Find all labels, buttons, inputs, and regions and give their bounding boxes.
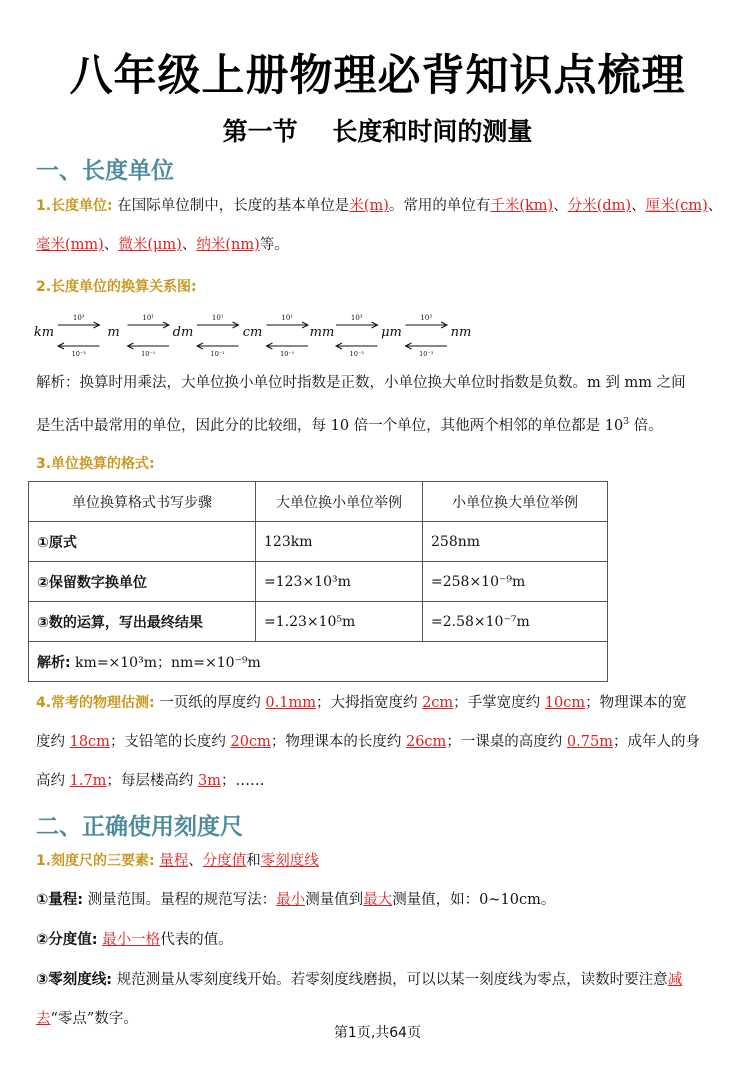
- highlight-value: 减: [667, 972, 683, 988]
- text: ；支铅笔的长度约: [109, 734, 231, 750]
- text: 度约: [36, 734, 70, 750]
- factor-up-label: 10³: [350, 314, 363, 322]
- table-cell: =1.23×10⁵m: [256, 602, 423, 642]
- subheading-estimation: 4.常考的物理估测:: [36, 695, 155, 711]
- table-cell: =123×10³m: [256, 562, 423, 602]
- section-title: 第一节 长度和时间的测量: [222, 117, 533, 146]
- highlight-mm: 毫米(mm): [36, 237, 104, 253]
- text: 是生活中最常用的单位，因此分的比较细，每 10 倍一个单位，其他两个相邻的单位都是 10: [36, 417, 624, 434]
- label: ②分度值:: [36, 932, 98, 948]
- highlight-value: 1.7m: [69, 773, 107, 789]
- table-cell: 258nm: [423, 522, 608, 562]
- subheading-ruler-elements: 1.刻度尺的三要素:: [36, 853, 155, 869]
- highlight-dm: 分米(dm): [567, 198, 632, 214]
- section-heading-length-units: 一、长度单位: [36, 158, 174, 184]
- text: 在国际单位制中，长度的基本单位是: [112, 198, 350, 214]
- highlight-value: 18cm: [69, 734, 110, 750]
- text: ；每层楼高约: [106, 773, 199, 789]
- factor-down-label: 10⁻³: [71, 350, 86, 358]
- highlight-value: 最小: [276, 892, 306, 908]
- paragraph-length-units-line2: [36, 235, 726, 255]
- superscript: 3: [623, 417, 629, 427]
- text: ；大拇指宽度约: [315, 695, 423, 711]
- highlight-range: 量程: [159, 853, 189, 869]
- range-line: [36, 890, 726, 910]
- text: 一页纸的厚度约: [154, 695, 266, 711]
- page-number: 第1页,共64页: [333, 1025, 422, 1041]
- table-row: [29, 562, 608, 602]
- factor-up-label: 10¹: [142, 314, 155, 322]
- highlight-value: 最大: [363, 892, 393, 908]
- highlight-value: 最小一格: [102, 932, 161, 948]
- table-cell: =258×10⁻⁹m: [423, 562, 608, 602]
- division-line: [36, 930, 726, 950]
- highlight-value: 3m: [198, 773, 222, 789]
- table-header-cell: 单位换算格式书写步骤: [29, 482, 256, 522]
- conversion-format-table: [28, 481, 608, 682]
- text: 高约: [36, 773, 70, 789]
- highlight-value: 0.75m: [566, 734, 613, 750]
- text: 、: [181, 237, 197, 253]
- highlight-division: 分度值: [202, 853, 247, 869]
- unit-label: km: [33, 325, 55, 340]
- table-cell: ③数的运算，写出最终结果: [29, 602, 256, 642]
- text: 测量范围。量程的规范写法：: [83, 892, 277, 908]
- table-header-cell: 大单位换小单位举例: [256, 482, 423, 522]
- factor-up-label: 10³: [72, 314, 85, 322]
- unit-label: m: [107, 325, 120, 340]
- table-note-row: [29, 642, 608, 682]
- unit-label: nm: [450, 325, 472, 340]
- text: 、: [631, 198, 646, 214]
- text: 倍。: [628, 417, 663, 434]
- text: 和: [246, 853, 261, 869]
- text: 、: [553, 198, 568, 214]
- label: ①量程:: [36, 892, 84, 908]
- table-cell: 123km: [256, 522, 423, 562]
- label: ③零刻度线:: [36, 972, 113, 988]
- highlight-zero-line: 零刻度线: [260, 853, 319, 869]
- factor-down-label: 10⁻³: [349, 350, 364, 358]
- text: 测量值到: [305, 892, 364, 908]
- factor-up-label: 10¹: [281, 314, 294, 322]
- text: “零点”数字。: [50, 1011, 138, 1027]
- table-row: [29, 522, 608, 562]
- subheading-conversion-diagram: 2.长度单位的换算关系图:: [36, 279, 197, 295]
- text: 等。: [259, 237, 289, 253]
- text: 测量值，如：0~10cm。: [392, 892, 556, 908]
- page-title: 八年级上册物理必背知识点梳理: [69, 51, 686, 101]
- highlight-value: 去: [36, 1011, 51, 1027]
- subheading-length-units: 1.长度单位:: [36, 198, 113, 214]
- highlight-value: 20cm: [230, 734, 271, 750]
- analysis-line1: 解析：换算时用乘法，大单位换小单位时指数是正数，小单位换大单位时指数是负数。m 到 mm 之间: [36, 375, 686, 391]
- text: 、: [103, 237, 119, 253]
- unit-label: μm: [381, 325, 402, 340]
- table-cell: =2.58×10⁻⁷m: [423, 602, 608, 642]
- estimation-line3: [36, 771, 726, 791]
- table-cell: ①原式: [29, 522, 256, 562]
- factor-down-label: 10⁻³: [419, 350, 434, 358]
- note-label: 解析:: [37, 654, 71, 671]
- factor-down-label: 10⁻¹: [280, 350, 295, 358]
- table-header-row: [29, 482, 608, 522]
- estimation-line1: [36, 693, 726, 713]
- factor-up-label: 10³: [420, 314, 433, 322]
- table-note-cell: [29, 642, 608, 682]
- unit-label: cm: [242, 325, 263, 340]
- factor-down-label: 10⁻¹: [141, 350, 156, 358]
- text: ；物理课本的长度约: [270, 734, 406, 750]
- subheading-conversion-format: 3.单位换算的格式:: [36, 456, 155, 472]
- highlight-km: 千米(km): [490, 198, 554, 214]
- highlight-value: 10cm: [544, 695, 586, 711]
- table-row: [29, 602, 608, 642]
- unit-label: dm: [172, 325, 194, 340]
- ruler-elements-line: [36, 851, 726, 871]
- highlight-value: 26cm: [405, 734, 447, 750]
- highlight-value: 0.1mm: [265, 695, 316, 711]
- estimation-line2: [36, 732, 726, 752]
- note-text: km=×10³m；nm=×10⁻⁹m: [70, 654, 261, 671]
- text: 代表的值。: [160, 932, 233, 948]
- section-heading-ruler: 二、正确使用刻度尺: [36, 814, 243, 840]
- paragraph-length-units-line1: [36, 196, 726, 216]
- text: 。常用的单位有: [388, 198, 491, 214]
- highlight-nm: 纳米(nm): [196, 237, 260, 253]
- text: 、: [188, 853, 203, 869]
- text: ；成年人的身: [612, 734, 700, 750]
- highlight-meter: 米(m): [349, 198, 389, 214]
- text: ；一课桌的高度约: [446, 734, 567, 750]
- factor-up-label: 10¹: [211, 314, 224, 322]
- table-cell: ②保留数字换单位: [29, 562, 256, 602]
- text: ；物理课本的宽: [585, 695, 687, 711]
- analysis-line2: [36, 412, 726, 436]
- text: ；……: [221, 773, 265, 789]
- highlight-um: 微米(μm): [118, 237, 182, 253]
- table-header-cell: 小单位换大单位举例: [423, 482, 608, 522]
- factor-down-label: 10⁻¹: [210, 350, 225, 358]
- text: 规范测量从零刻度线开始。若零刻度线磨损，可以以某一刻度线为零点，读数时要注意: [112, 972, 668, 988]
- highlight-cm: 厘米(cm): [645, 198, 708, 214]
- zero-line-line1: [36, 970, 726, 990]
- highlight-value: 2cm: [422, 695, 454, 711]
- unit-label: mm: [309, 325, 335, 340]
- text: ；手掌宽度约: [453, 695, 545, 711]
- unit-conversion-diagram: [33, 306, 476, 362]
- text: 、: [707, 198, 723, 214]
